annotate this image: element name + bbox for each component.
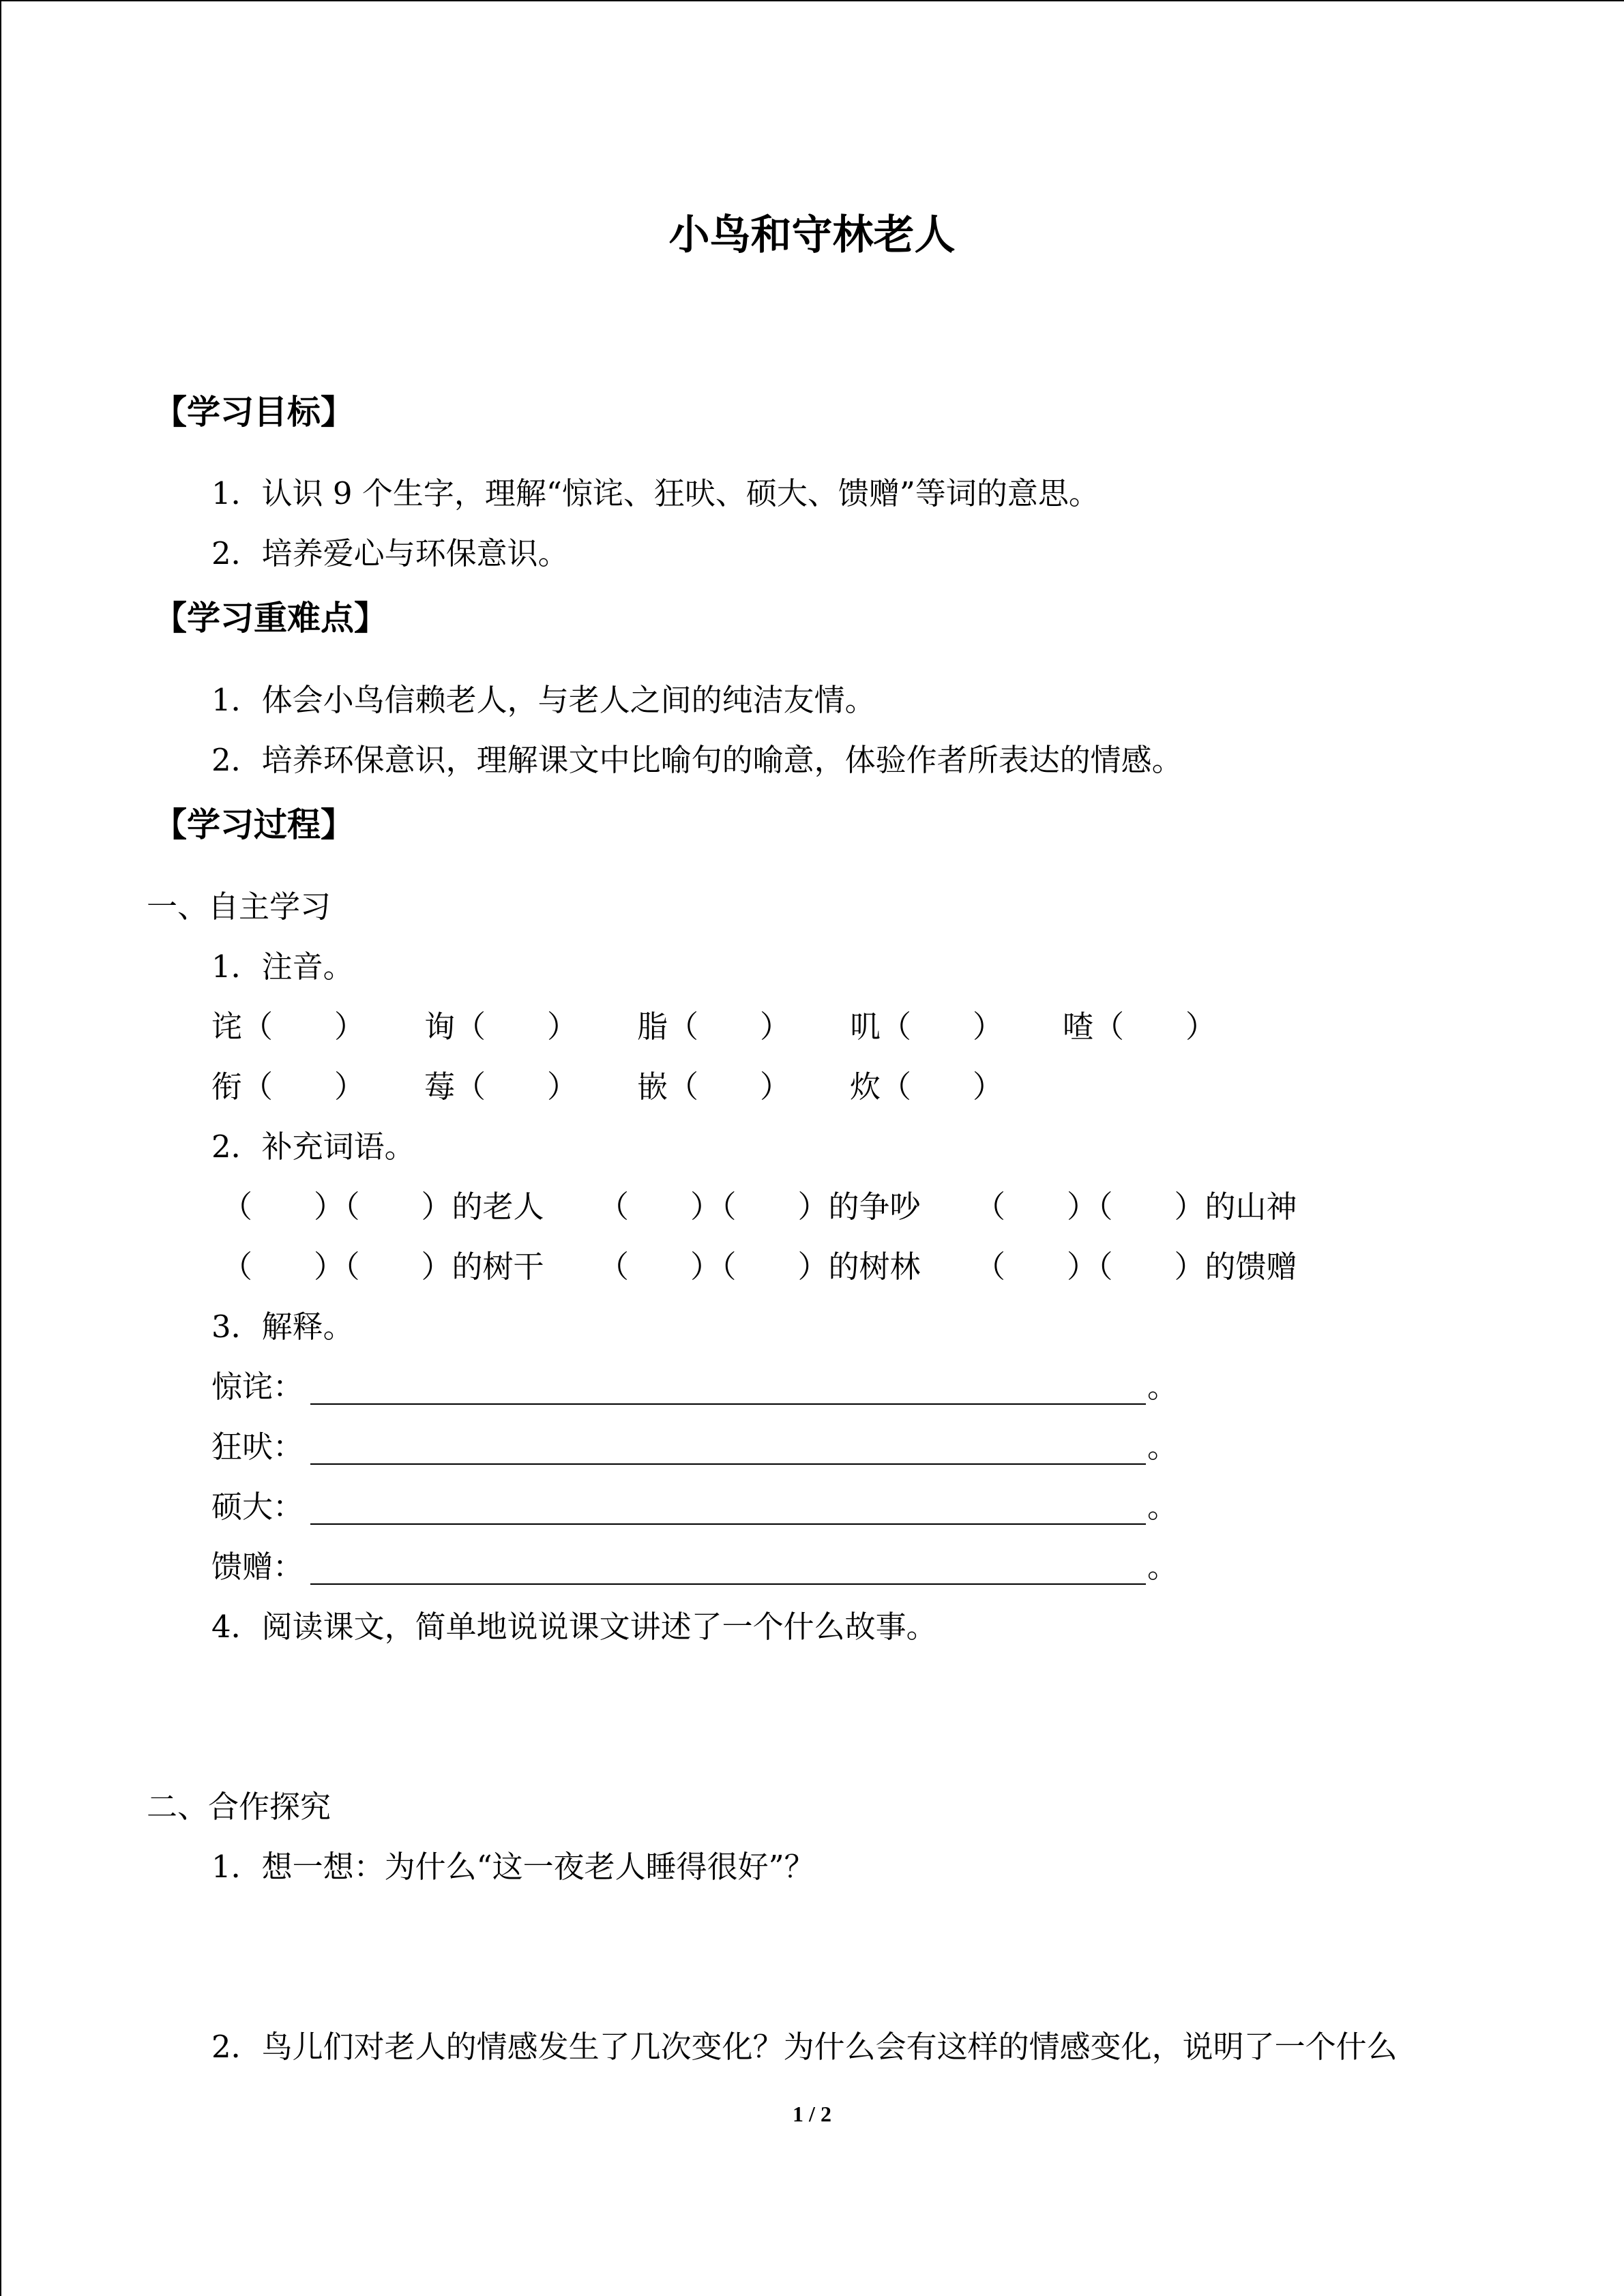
q1-label: 1．注音。 (211, 949, 354, 985)
word-fill-item: （ ）（ ）的树林 (598, 1249, 921, 1285)
word-fill-item: （ ）（ ）的争吵 (598, 1189, 921, 1225)
page-number: 1 / 2 (793, 2102, 831, 2126)
definition-term: 硕大： (211, 1489, 304, 1525)
end-mark: 。 (1147, 1489, 1179, 1525)
word-fill-item: （ ）（ ）的馈赠 (975, 1249, 1297, 1285)
word-fill-item: （ ）（ ）的山神 (975, 1189, 1297, 1225)
pinyin-item: 炊（ ） (850, 1069, 1004, 1105)
definition-term: 狂吠： (211, 1429, 304, 1465)
answer-line[interactable] (310, 1523, 1146, 1525)
part1-heading: 一、自主学习 (147, 889, 331, 925)
objective-item-2: 2．培养爱心与环保意识。 (211, 535, 569, 571)
pinyin-item: 脂（ ） (637, 1009, 791, 1045)
pinyin-item: 莓（ ） (424, 1069, 578, 1105)
answer-line[interactable] (310, 1463, 1146, 1465)
word-fill-item: （ ）（ ）的树干 (222, 1249, 544, 1285)
answer-line[interactable] (310, 1403, 1146, 1405)
key-point-item-2: 2．培养环保意识，理解课文中比喻句的喻意，体验作者所表达的情感。 (211, 742, 1183, 778)
pinyin-item: 诧（ ） (211, 1009, 366, 1045)
pinyin-item: 衔（ ） (211, 1069, 366, 1105)
q3-label: 3．解释。 (211, 1309, 354, 1345)
pinyin-item: 嵌（ ） (637, 1069, 791, 1105)
pinyin-item: 喳（ ） (1063, 1009, 1217, 1045)
page-title: 小鸟和守林老人 (668, 211, 956, 259)
key-point-item-1: 1．体会小鸟信赖老人，与老人之间的纯洁友情。 (211, 682, 876, 718)
q4-label: 4．阅读课文，简单地说说课文讲述了一个什么故事。 (211, 1609, 937, 1645)
end-mark: 。 (1147, 1549, 1179, 1585)
definition-term: 馈赠： (211, 1549, 304, 1585)
part2-q1: 1．想一想：为什么“这一夜老人睡得很好”？ (211, 1849, 815, 1885)
q2-label: 2．补充词语。 (211, 1129, 415, 1165)
answer-line[interactable] (310, 1583, 1146, 1585)
pinyin-item: 询（ ） (424, 1009, 578, 1045)
part2-heading: 二、合作探究 (147, 1789, 331, 1825)
part2-q2: 2．鸟儿们对老人的情感发生了几次变化？为什么会有这样的情感变化，说明了一个什么 (211, 2029, 1398, 2065)
definition-term: 惊诧： (211, 1369, 304, 1405)
key-points-heading: 【学习重难点】 (153, 599, 388, 638)
pinyin-item: 叽（ ） (850, 1009, 1004, 1045)
objective-item-1: 1．认识 9 个生字，理解“惊诧、狂吠、硕大、馈赠”等词的意思。 (211, 475, 1099, 511)
end-mark: 。 (1147, 1369, 1179, 1405)
objectives-heading: 【学习目标】 (153, 393, 355, 432)
word-fill-item: （ ）（ ）的老人 (222, 1189, 544, 1225)
process-heading: 【学习过程】 (153, 805, 355, 844)
end-mark: 。 (1147, 1429, 1179, 1465)
